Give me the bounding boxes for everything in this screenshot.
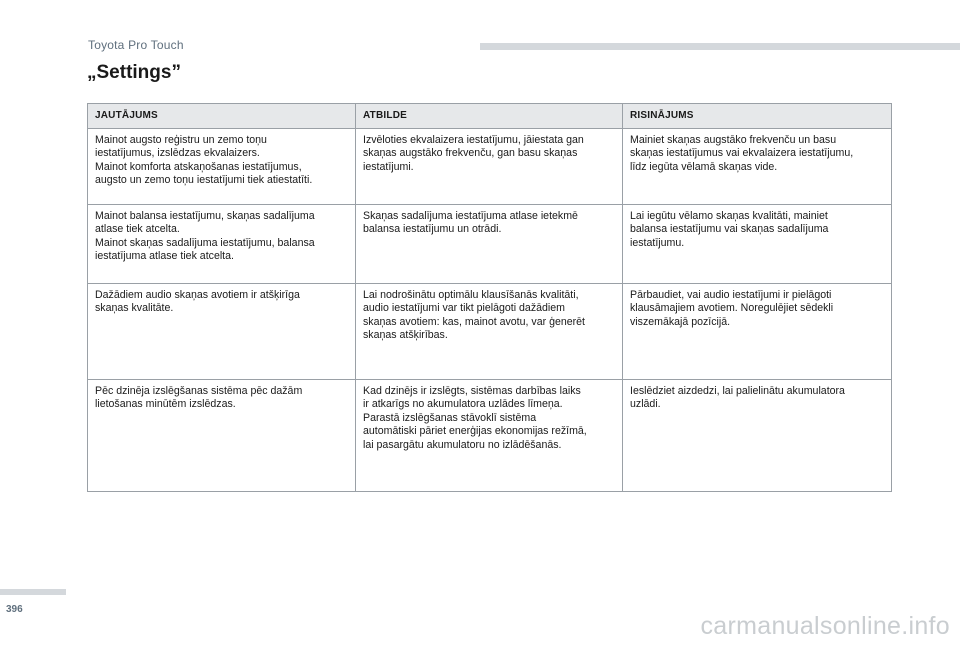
cell-text-line: balansa iestatījumu vai skaņas sadalījuma xyxy=(630,223,829,236)
table-row xyxy=(88,205,892,284)
cell-answer xyxy=(356,284,623,380)
table-row xyxy=(88,284,892,380)
table-row xyxy=(88,380,892,492)
cell-text-line: balansa iestatījumu un otrādi. xyxy=(363,223,502,236)
cell-text-line: viszemākajā pozīcijā. xyxy=(630,315,731,328)
section-title: „Settings” xyxy=(87,62,181,83)
cell-text-line: audio iestatījumi var tikt pielāgoti dažādiem xyxy=(363,302,565,315)
cell-text-line: Mainot komforta atskaņošanas iestatījumus, xyxy=(95,160,302,173)
cell-text-line: lai pasargātu akumulatoru no izlādēšanās. xyxy=(363,438,562,451)
cell-text-line: iestatījuma atlase tiek atcelta. xyxy=(95,250,234,263)
cell-text-line: Lai nodrošinātu optimālu klausīšanās kvalitāti, xyxy=(363,289,579,301)
cell-text-line: automātiski pāriet enerģijas ekonomijas režīmā, xyxy=(363,425,587,438)
cell-text-line: skaņas iestatījumus vai ekvalaizera iestatījumu, xyxy=(630,147,854,160)
cell-question xyxy=(88,380,356,492)
cell-text-line: Parastā izslēgšanas stāvoklī sistēma xyxy=(363,411,537,424)
cell-text-line: skaņas augstāko frekvenču, gan basu skaņas xyxy=(363,147,578,160)
cell-question xyxy=(88,205,356,284)
cell-text-line: atlase tiek atcelta. xyxy=(95,223,180,236)
cell-text-line: Dažādiem audio skaņas avotiem ir atšķirīga xyxy=(95,289,300,301)
watermark: carmanualsonline.info xyxy=(700,612,950,640)
cell-question xyxy=(88,284,356,380)
cell-solution xyxy=(623,205,892,284)
cell-text-line: skaņas avotiem: kas, mainot avotu, var ģenerēt xyxy=(363,315,585,328)
cell-text-line: Mainot augsto reģistru un zemo toņu xyxy=(95,134,267,146)
cell-text-line: Lai iegūtu vēlamo skaņas kvalitāti, mainiet xyxy=(630,210,828,222)
footer-decorative-bar xyxy=(0,589,66,595)
troubleshooting-table xyxy=(87,103,892,492)
cell-question xyxy=(88,129,356,205)
cell-text-line: iestatījumi. xyxy=(363,160,414,173)
manual-title: Toyota Pro Touch xyxy=(88,38,184,52)
header-decorative-bar xyxy=(480,43,960,50)
cell-text-line: skaņas kvalitāte. xyxy=(95,302,174,315)
column-header-question: JAUTĀJUMS xyxy=(88,104,356,129)
cell-text-line: ir atkarīgs no akumulatora uzlādes līmeņa. xyxy=(363,398,563,411)
cell-solution xyxy=(623,284,892,380)
cell-text-line: Pēc dzinēja izslēgšanas sistēma pēc dažām xyxy=(95,385,303,397)
cell-text-line: skaņas atšķirības. xyxy=(363,329,448,342)
cell-text-line: Ieslēdziet aizdedzi, lai palielinātu akumulatora xyxy=(630,385,845,397)
column-header-solution: RISINĀJUMS xyxy=(623,104,892,129)
cell-text-line: iestatījumus, izslēdzas ekvalaizers. xyxy=(95,147,260,160)
cell-text-line: Kad dzinējs ir izslēgts, sistēmas darbības laiks xyxy=(363,385,581,397)
cell-text-line: augsto un zemo toņu iestatījumi tiek atiestatīti. xyxy=(95,174,313,187)
cell-text-line: Mainiet skaņas augstāko frekvenču un basu xyxy=(630,134,837,146)
cell-text-line: līdz iegūta vēlamā skaņas vide. xyxy=(630,160,778,173)
cell-text-line: iestatījumu. xyxy=(630,236,685,249)
cell-text-line: klausāmajiem avotiem. Noregulējiet sēdekli xyxy=(630,302,834,315)
cell-solution xyxy=(623,129,892,205)
table-header-row xyxy=(88,104,892,129)
cell-text-line: Izvēloties ekvalaizera iestatījumu, jāiestata gan xyxy=(363,134,584,146)
cell-answer xyxy=(356,380,623,492)
table-row xyxy=(88,129,892,205)
cell-text-line: Mainot balansa iestatījumu, skaņas sadalījuma xyxy=(95,210,315,222)
cell-text-line: Skaņas sadalījuma iestatījuma atlase ietekmē xyxy=(363,210,578,222)
cell-text-line: uzlādi. xyxy=(630,398,661,411)
cell-text-line: Mainot skaņas sadalījuma iestatījumu, balansa xyxy=(95,236,315,249)
cell-answer xyxy=(356,205,623,284)
cell-text-line: Pārbaudiet, vai audio iestatījumi ir pielāgoti xyxy=(630,289,832,301)
cell-answer xyxy=(356,129,623,205)
column-header-answer: ATBILDE xyxy=(356,104,623,129)
cell-text-line: lietošanas minūtēm izslēdzas. xyxy=(95,398,236,411)
page-number: 396 xyxy=(6,604,23,615)
cell-solution xyxy=(623,380,892,492)
